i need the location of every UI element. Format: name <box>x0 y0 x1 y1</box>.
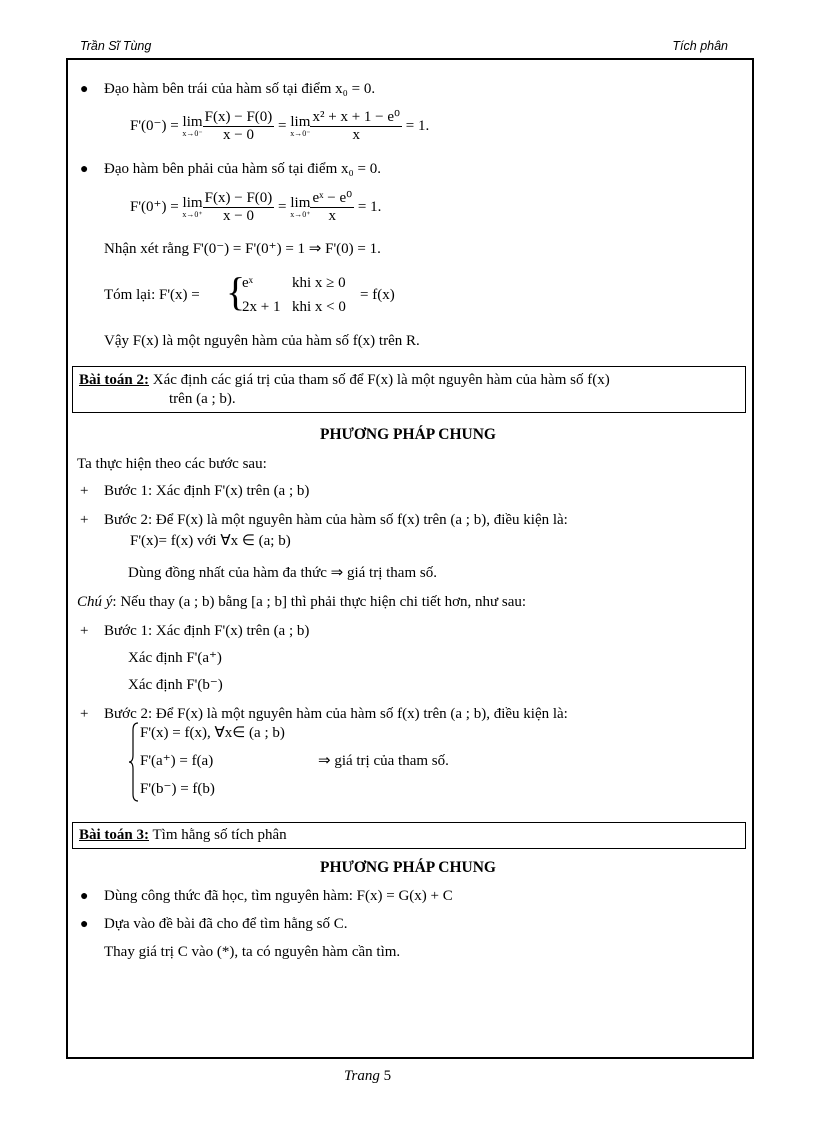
problem2-text: Xác định các giá trị của tham số để F(x) là một nguyên hàm của hàm số f(x) <box>149 372 610 388</box>
note: Chú ý: Nếu thay (a ; b) bằng [a ; b] thì phải thực hiện chi tiết hơn, như sau: <box>77 594 527 610</box>
summary-label: Tóm lại: F'(x) = <box>104 287 200 303</box>
p3-bullet2: Dựa vào đề bài đã cho để tìm hằng số C. <box>104 916 348 932</box>
fraction: $\frac{F(x) - F(0)}{x - 0}$ <box>204 109 273 144</box>
fraction: $\frac{\text{x² + x + 1 − e⁰}}{x}$ <box>312 109 401 144</box>
limit: lim x→0⁻ <box>290 113 311 138</box>
right-derivative-title: Đạo hàm bên phải của hàm số tại điểm x₀ = 0. <box>104 161 381 177</box>
note-step2: Bước 2: Để F(x) là một nguyên hàm của hàm số f(x) trên (a ; b), điều kiện là: <box>104 706 568 722</box>
plus-icon: + <box>80 623 89 639</box>
note-step1-a: Xác định F'(a⁺) <box>128 650 222 666</box>
intro: Ta thực hiện theo các bước sau: <box>77 456 267 472</box>
problem3-box <box>72 822 746 849</box>
step2-condition: F'(x)= f(x) với ∀x ∈ (a; b) <box>130 533 291 549</box>
fraction: $\frac{F(x) - F(0)}{x - 0}$ <box>204 190 273 225</box>
remark: Nhận xét rằng F'(0⁻) = F'(0⁺) = 1 ⇒ F'(0) = 1. <box>104 241 381 257</box>
summary-rhs: = f(x) <box>360 287 395 303</box>
p3-bullet1: Dùng công thức đã học, tìm nguyên hàm: F(x) = G(x) + C <box>104 888 453 904</box>
problem2-label: Bài toán 2: <box>79 372 150 388</box>
system-result: ⇒ giá trị của tham số. <box>318 753 449 769</box>
plus-icon: + <box>80 483 89 499</box>
problem2-text-line2: trên (a ; b). <box>169 391 236 407</box>
problem3-label: Bài toán 3: <box>79 827 150 843</box>
system-eq2: F'(a⁺) = f(a) <box>140 753 214 769</box>
bullet-icon: ● <box>80 162 89 177</box>
bullet-icon: ● <box>80 82 89 97</box>
right-derivative-formula: F'(0⁺) = lim x→0⁺ $\frac{F(x) - F(0)}{x - 0}$ = lim x→0⁺ $\frac{\text{eˣ − e⁰}}{x}$ = 1. <box>130 190 382 225</box>
limit: lim x→0⁻ <box>182 113 203 138</box>
step1: Bước 1: Xác định F'(x) trên (a ; b) <box>104 483 310 499</box>
method-title-3: PHƯƠNG PHÁP CHUNG <box>320 859 496 876</box>
note-step1: Bước 1: Xác định F'(x) trên (a ; b) <box>104 623 310 639</box>
problem3-text: Tìm hằng số tích phân <box>149 827 287 843</box>
identity: Dùng đồng nhất của hàm đa thức ⇒ giá trị tham số. <box>128 565 437 581</box>
limit: lim x→0⁺ <box>290 194 311 219</box>
plus-icon: + <box>80 512 89 528</box>
system-eq3: F'(b⁻) = f(b) <box>140 781 215 797</box>
left-derivative-title: Đạo hàm bên trái của hàm số tại điểm x₀ = 0. <box>104 81 376 97</box>
fraction: $\frac{\text{eˣ − e⁰}}{x}$ <box>312 190 353 225</box>
step2: Bước 2: Để F(x) là một nguyên hàm của hàm số f(x) trên (a ; b), điều kiện là: <box>104 512 568 528</box>
left-brace: { <box>226 269 246 314</box>
case2-expr: 2x + 1 <box>242 299 281 315</box>
bullet-icon: ● <box>80 917 89 932</box>
note-step1-b: Xác định F'(b⁻) <box>128 677 223 693</box>
system-eq1: F'(x) = f(x), ∀x∈ (a ; b) <box>140 725 285 741</box>
page-number: Trang 5 <box>344 1068 392 1084</box>
p3-line3: Thay giá trị C vào (*), ta có nguyên hàm cần tìm. <box>104 944 401 960</box>
left-derivative-formula: F'(0⁻) = lim x→0⁻ $\frac{F(x) - F(0)}{x - 0}$ = lim x→0⁻ $\frac{\text{x² + x + 1 − e⁰}}{x}$ = 1. <box>130 109 430 144</box>
bullet-icon: ● <box>80 889 89 904</box>
limit: lim x→0⁺ <box>182 194 203 219</box>
case2-cond: khi x < 0 <box>292 299 346 315</box>
problem2-box <box>72 366 746 413</box>
header-subject: Tích phân <box>672 39 728 53</box>
conclusion: Vậy F(x) là một nguyên hàm của hàm số f(x) trên R. <box>104 333 420 349</box>
header-author: Trần Sĩ Tùng <box>80 39 152 53</box>
case1-expr: eˣ <box>242 275 253 291</box>
plus-icon: + <box>80 706 89 722</box>
system-brace <box>128 722 140 802</box>
method-title: PHƯƠNG PHÁP CHUNG <box>320 426 496 443</box>
case1-cond: khi x ≥ 0 <box>292 275 346 291</box>
